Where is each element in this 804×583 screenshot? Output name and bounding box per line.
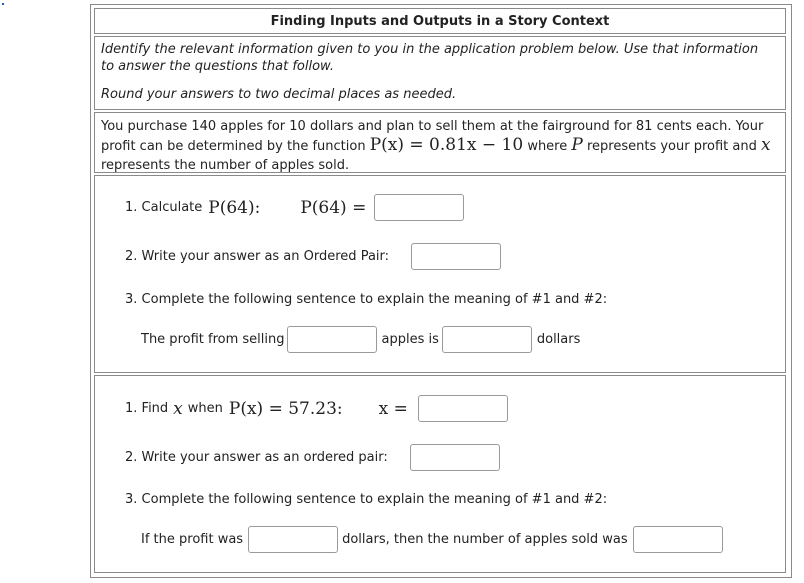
title-box: [94, 8, 786, 34]
part2-q3-label: 3. Complete the following sentence to explain the meaning of #1 and #2:: [125, 492, 608, 507]
ordered-pair-1-input[interactable]: [411, 243, 501, 270]
corner-dot: [2, 3, 4, 5]
part1-sentence-mid: apples is: [381, 332, 439, 347]
part2-q1-expr: P(x) = 57.23:: [228, 398, 343, 419]
part1-q2-label: 2. Write your answer as an Ordered Pair:: [125, 249, 390, 264]
part2-q1-label-a: 1. Find: [125, 401, 169, 416]
profit-function: P(x) = 0.81x − 10: [369, 135, 524, 155]
part1-q1-lhs: P(64) =: [300, 197, 367, 218]
part2-sentence-row: [141, 526, 723, 553]
part1-box: [94, 175, 786, 373]
part1-q3-label: 3. Complete the following sentence to explain the meaning of #1 and #2:: [125, 292, 608, 307]
problem-text-b: profit can be determined by the function: [101, 139, 366, 154]
p64-input[interactable]: [374, 194, 464, 221]
part1-sentence-before: The profit from selling: [141, 332, 285, 347]
part2-q3-row: [125, 492, 607, 507]
apples-sold-count-input[interactable]: [633, 526, 723, 553]
profit-dollars-input[interactable]: [442, 326, 532, 353]
problem-text-a: You purchase 140 apples for 10 dollars and plan to sell them at the fairground for 81 cents each. Your: [101, 119, 764, 134]
part1-q1-label: 1. Calculate: [125, 200, 203, 215]
var-p: P: [571, 135, 583, 155]
page-title: Finding Inputs and Outputs in a Story Context: [270, 14, 610, 29]
var-x: x: [761, 135, 771, 155]
ordered-pair-2-input[interactable]: [410, 444, 500, 471]
part2-q1-row: [125, 395, 508, 422]
part2-box: [94, 375, 786, 573]
part2-sentence-before: If the profit was: [141, 532, 244, 547]
problem-text-d: represents your profit and: [586, 139, 757, 154]
part1-q3-row: [125, 292, 607, 307]
part1-sentence-row: [141, 326, 580, 353]
part1-q2-row: [125, 243, 501, 270]
part1-sentence-after: dollars: [536, 332, 581, 347]
instructions-box: [94, 36, 786, 110]
part2-sentence-mid: dollars, then the number of apples sold was: [342, 532, 628, 547]
part2-q1-label-b: when: [187, 401, 223, 416]
problem-text-e: represents the number of apples sold.: [101, 158, 350, 173]
part1-q1-row: [125, 194, 464, 221]
x-value-input[interactable]: [418, 395, 508, 422]
part1-q1-expr: P(64):: [208, 197, 261, 218]
instruction-line-1: Identify the relevant information given to you in the application problem below. Use that information: [101, 42, 759, 57]
problem-text-c: where: [527, 139, 568, 154]
profit-value-input[interactable]: [248, 526, 338, 553]
apples-sold-input[interactable]: [287, 326, 377, 353]
problem-box: [94, 112, 786, 173]
rounding-note: Round your answers to two decimal places as needed.: [101, 87, 457, 102]
part2-q2-label: 2. Write your answer as an ordered pair:: [125, 450, 388, 465]
part2-q2-row: [125, 444, 500, 471]
part2-q1-lhs: x =: [378, 398, 408, 419]
instruction-line-2: to answer the questions that follow.: [101, 59, 334, 74]
part2-q1-var: x: [173, 398, 183, 419]
worksheet: [90, 4, 792, 578]
